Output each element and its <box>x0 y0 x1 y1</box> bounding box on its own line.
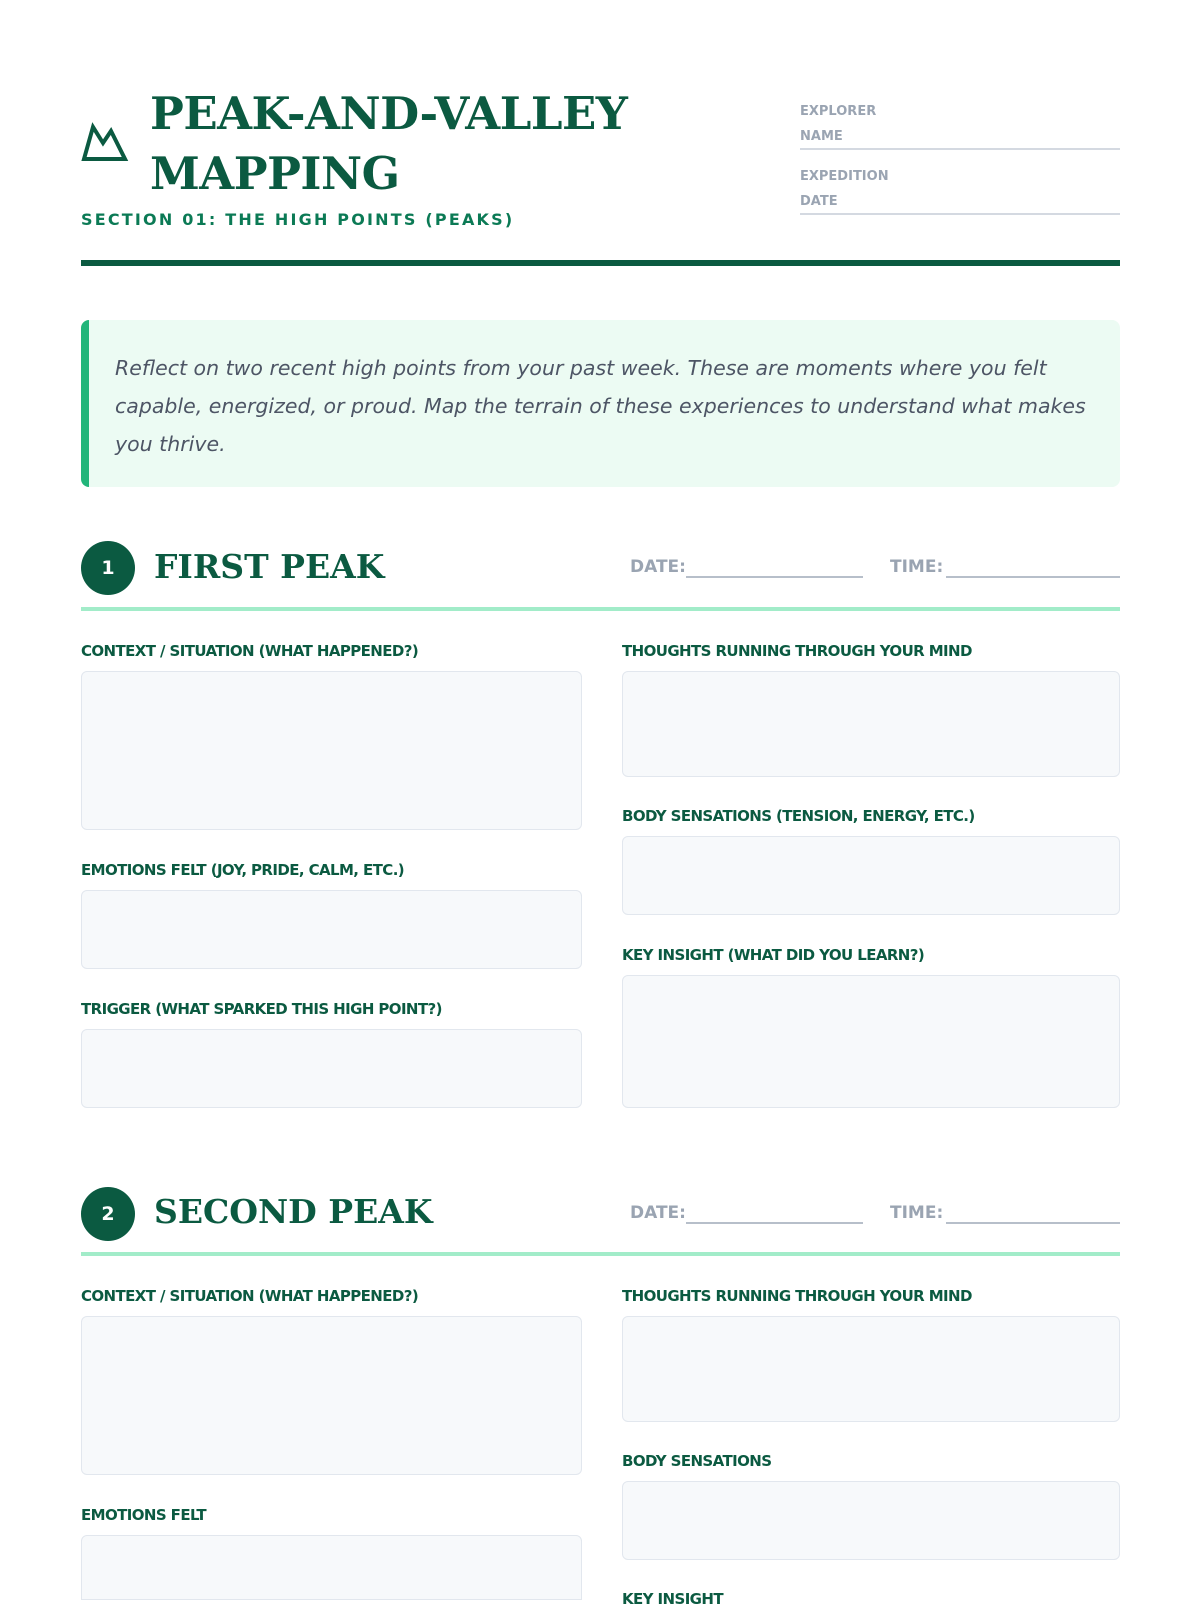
explorer-label-line-1: EXPLORER <box>800 104 877 119</box>
time-field[interactable] <box>946 1222 1120 1224</box>
section-subtitle: SECTION 01: THE HIGH POINTS (PEAKS) <box>81 210 515 229</box>
section-divider <box>81 1252 1120 1256</box>
emotions-input[interactable] <box>81 1535 582 1600</box>
time-field[interactable] <box>946 576 1120 578</box>
peak-number-badge: 2 <box>81 1187 135 1241</box>
trigger-input[interactable] <box>81 1029 582 1108</box>
thoughts-input[interactable] <box>622 671 1120 777</box>
intro-text: Reflect on two recent high points from your past week. These are moments where you felt capable, energized, or proud. Map the terrain of these experiences to understand what makes you thrive. <box>115 356 1086 456</box>
mountain-icon <box>81 121 129 163</box>
explorer-name-field[interactable] <box>800 148 1120 150</box>
page-title <box>150 84 650 204</box>
trigger-label: TRIGGER (WHAT SPARKED THIS HIGH POINT?) <box>81 1000 442 1018</box>
date-label: DATE: <box>630 1203 686 1223</box>
intro-callout <box>81 320 1120 487</box>
key-insight-label: KEY INSIGHT (WHAT DID YOU LEARN?) <box>622 946 925 964</box>
context-input[interactable] <box>81 1316 582 1475</box>
context-input[interactable] <box>81 671 582 830</box>
context-label: CONTEXT / SITUATION (WHAT HAPPENED?) <box>81 642 419 660</box>
header-divider <box>81 260 1120 266</box>
key-insight-label: KEY INSIGHT <box>622 1590 723 1608</box>
expedition-date-label <box>800 164 890 214</box>
body-sensations-input[interactable] <box>622 836 1120 915</box>
explorer-label-line-2: NAME <box>800 129 843 144</box>
date-label: DATE: <box>630 557 686 577</box>
date-field[interactable] <box>686 1222 863 1224</box>
peak-number-badge: 1 <box>81 541 135 595</box>
thoughts-label: THOUGHTS RUNNING THROUGH YOUR MIND <box>622 1287 972 1305</box>
expedition-date-field[interactable] <box>800 213 1120 215</box>
section-divider <box>81 607 1120 611</box>
emotions-input[interactable] <box>81 890 582 969</box>
time-label: TIME: <box>890 557 944 577</box>
time-label: TIME: <box>890 1203 944 1223</box>
context-label: CONTEXT / SITUATION (WHAT HAPPENED?) <box>81 1287 419 1305</box>
expedition-label-line-2: DATE <box>800 194 838 209</box>
key-insight-input[interactable] <box>622 975 1120 1108</box>
peak-title: SECOND PEAK <box>154 1192 433 1231</box>
body-sensations-label: BODY SENSATIONS <box>622 1452 772 1470</box>
title-line-1: PEAK-AND-VALLEY <box>150 87 628 140</box>
body-sensations-input[interactable] <box>622 1481 1120 1560</box>
peak-title: FIRST PEAK <box>154 547 385 586</box>
thoughts-label: THOUGHTS RUNNING THROUGH YOUR MIND <box>622 642 972 660</box>
thoughts-input[interactable] <box>622 1316 1120 1422</box>
body-sensations-label: BODY SENSATIONS (TENSION, ENERGY, ETC.) <box>622 807 975 825</box>
emotions-label: EMOTIONS FELT (JOY, PRIDE, CALM, ETC.) <box>81 861 405 879</box>
explorer-name-label <box>800 99 890 149</box>
emotions-label: EMOTIONS FELT <box>81 1506 207 1524</box>
expedition-label-line-1: EXPEDITION <box>800 169 889 184</box>
date-field[interactable] <box>686 576 863 578</box>
title-line-2: MAPPING <box>150 147 400 200</box>
